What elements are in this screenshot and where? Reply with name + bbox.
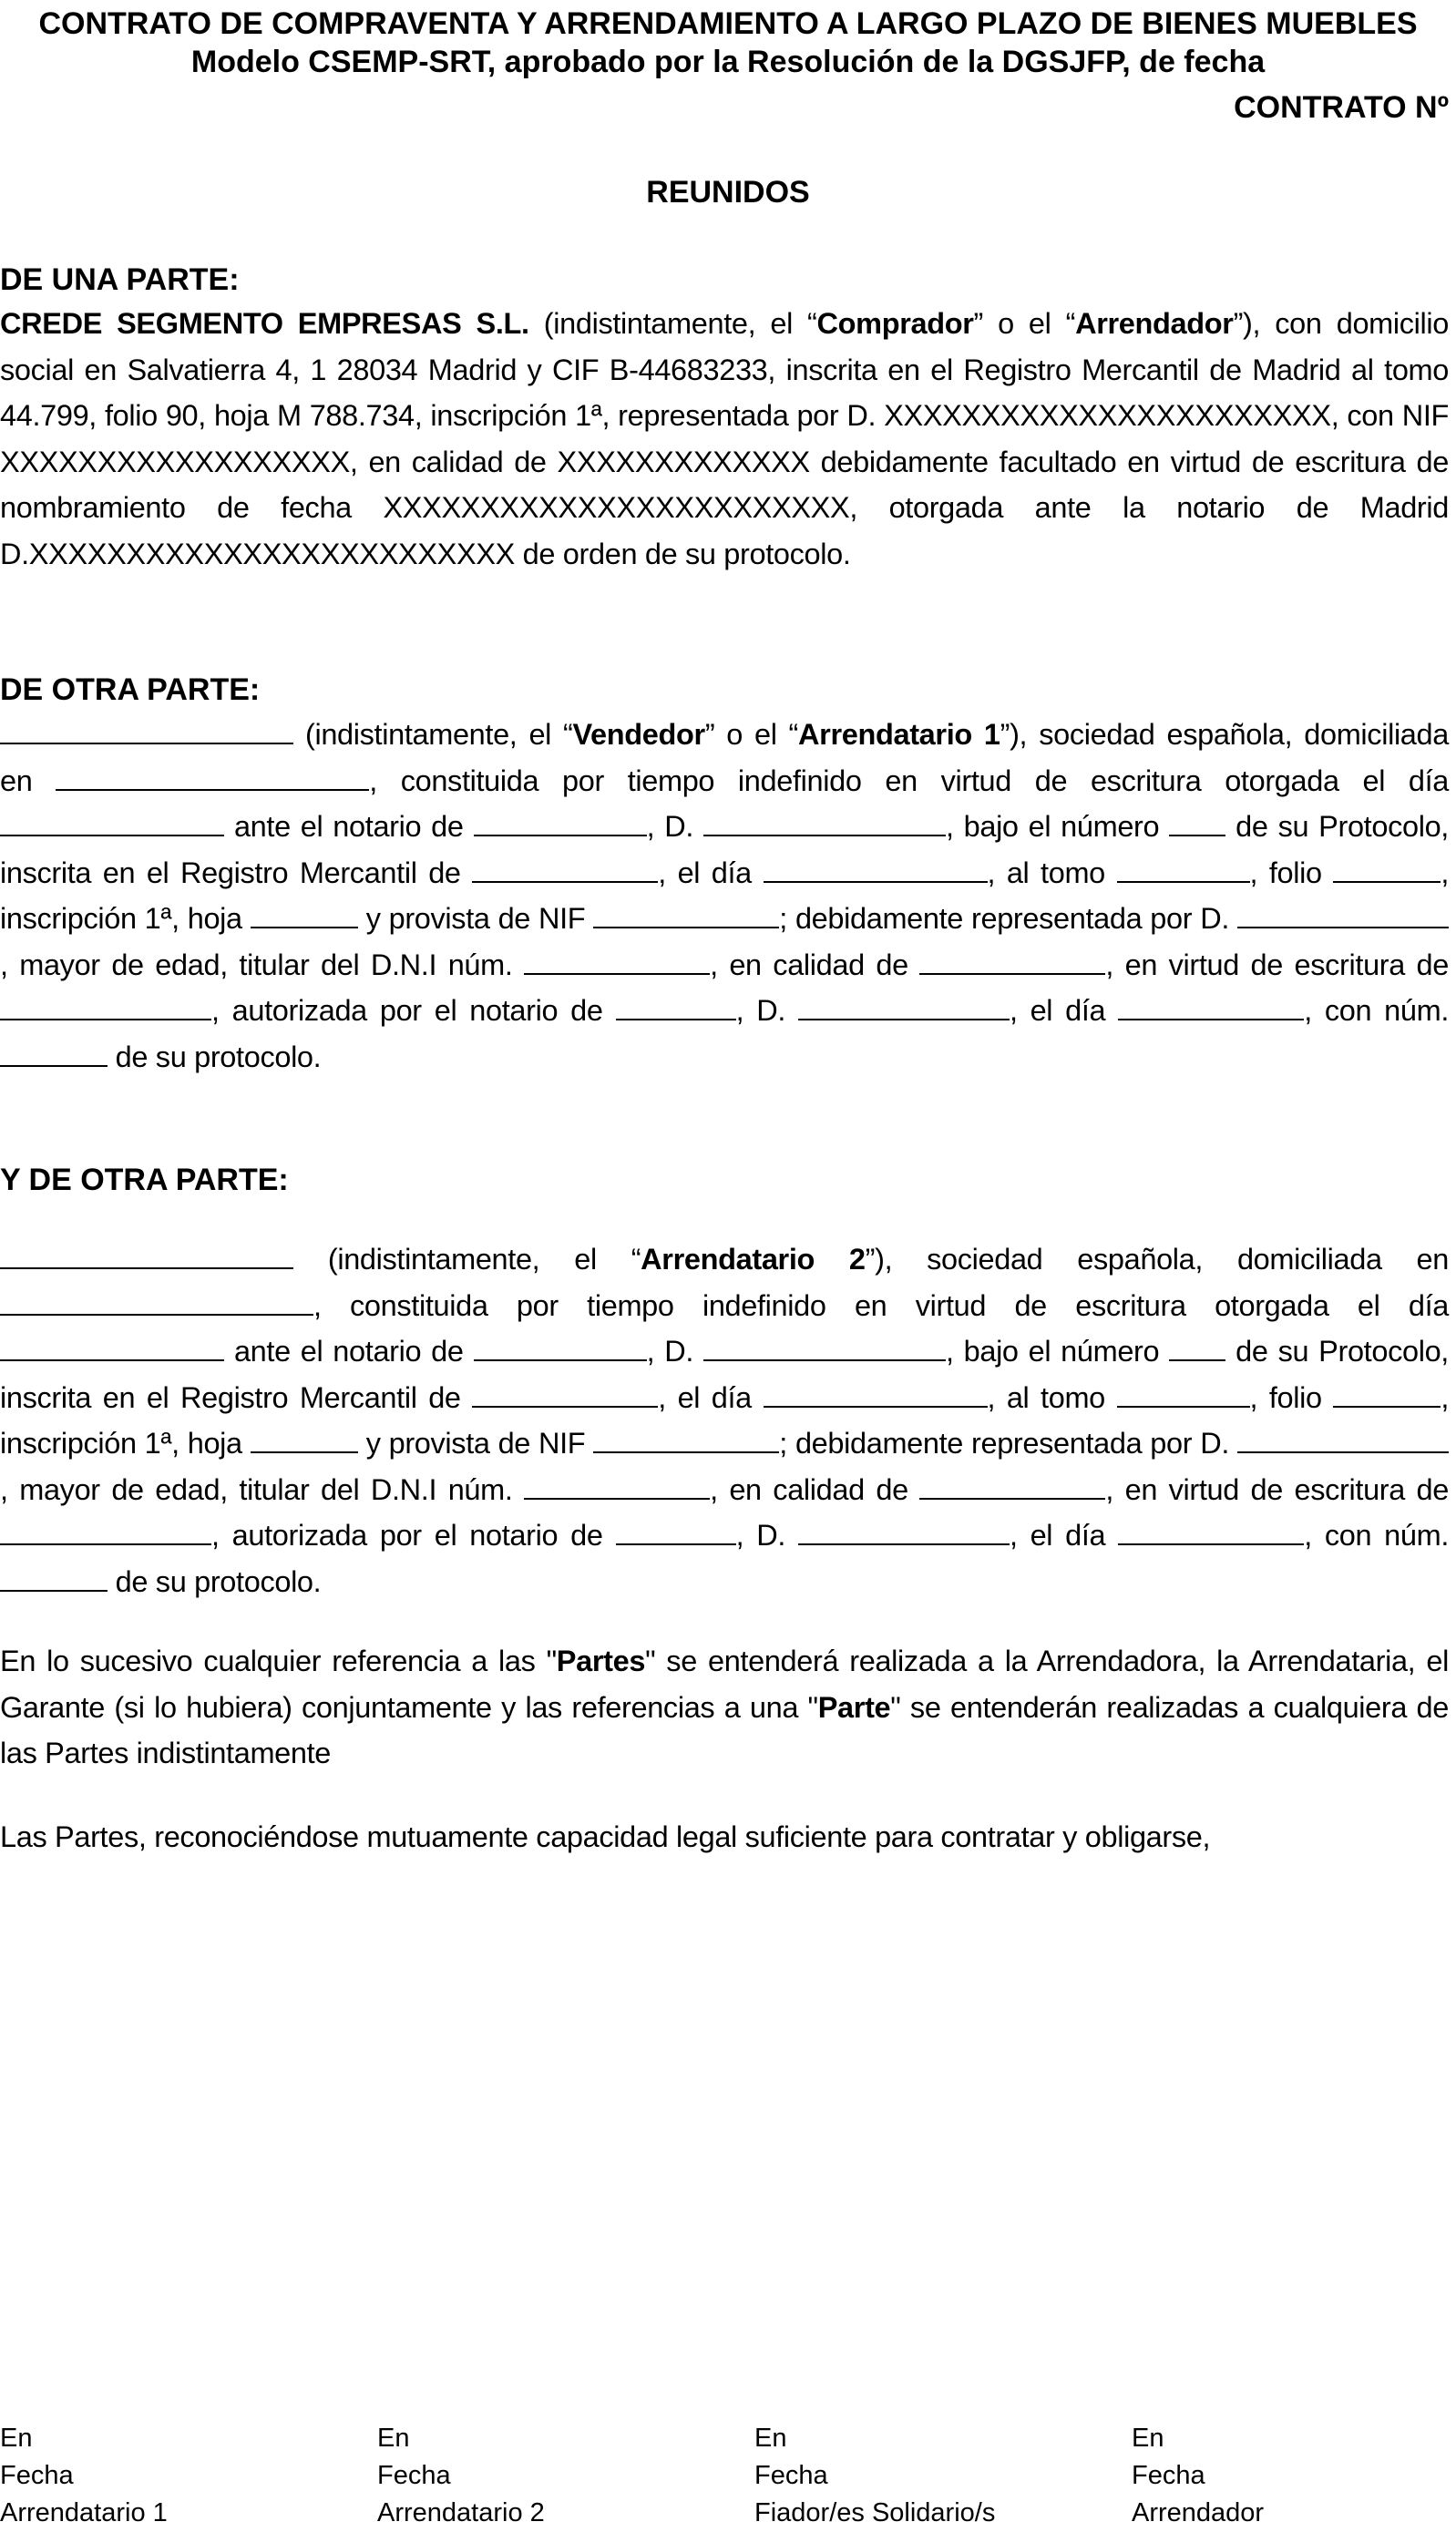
party2-tomo-blank[interactable] bbox=[1117, 856, 1250, 883]
party3-paragraph bbox=[0, 1236, 1449, 1604]
signature-block-fiadores bbox=[754, 2420, 995, 2532]
party3-text: , bajo el número bbox=[945, 1335, 1170, 1368]
definitions-term-partes: Partes bbox=[556, 1645, 646, 1677]
document-title: CONTRATO DE COMPRAVENTA Y ARRENDAMIENTO A LARGO PLAZO DE BIENES MUEBLES bbox=[38, 6, 1418, 41]
party3-text: , en virtud de escritura de bbox=[1105, 1472, 1450, 1506]
party3-text: , inscripción 1ª, hoja bbox=[0, 1380, 1449, 1460]
party3-domicile-blank[interactable] bbox=[0, 1288, 313, 1316]
party2-role-arrendatario1: Arrendatario 1 bbox=[798, 718, 1000, 751]
party2-text: , folio bbox=[1249, 856, 1334, 889]
signature-date-label: Fecha bbox=[1132, 2461, 1205, 2490]
party3-text: , D. bbox=[735, 1519, 798, 1552]
signature-place-label: En bbox=[754, 2424, 787, 2453]
party3-notary-city-blank[interactable] bbox=[474, 1334, 647, 1361]
party1-text: (indistintamente, el “ bbox=[528, 307, 817, 340]
party3-text: , al tomo bbox=[987, 1380, 1117, 1414]
party2-registry-blank[interactable] bbox=[472, 856, 658, 883]
document-subtitle: Modelo CSEMP-SRT, aprobado por la Resolución de la DGSJFP, de fecha bbox=[190, 45, 1266, 79]
signature-place-label: En bbox=[0, 2424, 33, 2453]
party2-text: , el día bbox=[658, 856, 764, 889]
definitions-paragraph bbox=[0, 1638, 1449, 1777]
party2-text: , el día bbox=[1009, 994, 1119, 1027]
party2-text: ” o el “ bbox=[704, 718, 799, 751]
party3-deed-date-blank[interactable] bbox=[0, 1334, 224, 1361]
party1-role-arrendador: Arrendador bbox=[1075, 307, 1234, 340]
party3-authorizing-notary-name-blank[interactable] bbox=[798, 1518, 1010, 1545]
party2-text: (indistintamente, el “ bbox=[293, 718, 573, 751]
signature-place-label: En bbox=[377, 2424, 410, 2453]
party3-text: y provista de NIF bbox=[357, 1427, 594, 1460]
signature-footer bbox=[0, 2420, 1456, 2529]
party1-heading: DE UNA PARTE: bbox=[0, 262, 240, 297]
party3-name-blank[interactable] bbox=[0, 1242, 293, 1269]
party3-registry-date-blank[interactable] bbox=[764, 1380, 988, 1408]
party3-tomo-blank[interactable] bbox=[1117, 1380, 1250, 1408]
party3-registry-blank[interactable] bbox=[472, 1380, 658, 1408]
party3-text: de su protocolo. bbox=[108, 1564, 322, 1598]
party3-text: de su Protocolo, inscrita en el Registro Mercantil de bbox=[0, 1335, 1449, 1414]
party3-text: , con núm. bbox=[1304, 1519, 1450, 1552]
party2-text: , inscripción 1ª, hoja bbox=[0, 856, 1449, 935]
party2-text: , en virtud de escritura de bbox=[1105, 948, 1450, 981]
party2-protocol-blank[interactable] bbox=[0, 1040, 108, 1067]
party2-deed-type-blank[interactable] bbox=[0, 993, 211, 1020]
signature-date-label: Fecha bbox=[754, 2461, 828, 2490]
party2-text: de su Protocolo, inscrita en el Registro Mercantil de bbox=[0, 810, 1449, 889]
party3-text: , en calidad de bbox=[710, 1472, 920, 1506]
party3-representative-blank[interactable] bbox=[1237, 1426, 1449, 1453]
party2-text: , constituida por tiempo indefinido en virtud de escritura otorgada el día bbox=[369, 764, 1449, 797]
party2-heading: DE OTRA PARTE: bbox=[0, 672, 261, 707]
party2-registry-date-blank[interactable] bbox=[764, 856, 988, 883]
party2-authorizing-notary-name-blank[interactable] bbox=[798, 993, 1010, 1020]
party3-text: , el día bbox=[658, 1380, 764, 1414]
party2-text: ante el notario de bbox=[224, 810, 474, 843]
party3-protocol-blank[interactable] bbox=[0, 1564, 108, 1592]
party1-company: CREDE SEGMENTO EMPRESAS S.L. bbox=[0, 307, 529, 340]
party2-paragraph bbox=[0, 712, 1449, 1080]
party3-text: ante el notario de bbox=[224, 1335, 474, 1368]
party2-deed-date-blank[interactable] bbox=[0, 809, 224, 836]
signature-block-arrendatario2 bbox=[377, 2420, 545, 2532]
reunidos-heading: REUNIDOS bbox=[646, 175, 810, 210]
party3-protocol-number-blank[interactable] bbox=[1169, 1334, 1225, 1361]
party3-text: , D. bbox=[646, 1335, 703, 1368]
signature-date-label: Fecha bbox=[0, 2461, 74, 2490]
definitions-term-parte: Parte bbox=[817, 1690, 891, 1724]
capacity-paragraph: Las Partes, reconociéndose mutuamente capacidad legal suficiente para contratar y obligarse, bbox=[0, 1820, 1211, 1853]
party1-role-comprador: Comprador bbox=[816, 307, 974, 340]
party2-domicile-blank[interactable] bbox=[56, 764, 369, 791]
party2-authorization-date-blank[interactable] bbox=[1118, 993, 1304, 1020]
party3-authorization-date-blank[interactable] bbox=[1118, 1518, 1304, 1545]
party2-text: , autorizada por el notario de bbox=[211, 994, 616, 1027]
party2-text: , D. bbox=[735, 994, 798, 1027]
definitions-text: " se entenderán realizadas a cualquiera de las Partes indistintamente bbox=[0, 1690, 1449, 1769]
party2-notary-name-blank[interactable] bbox=[703, 809, 946, 836]
party3-text: , el día bbox=[1009, 1519, 1119, 1552]
party2-text: , al tomo bbox=[987, 856, 1117, 889]
definitions-text: En lo sucesivo cualquier referencia a las " bbox=[0, 1645, 557, 1677]
party3-text: , autorizada por el notario de bbox=[211, 1519, 616, 1552]
party3-text: (indistintamente, el “ bbox=[293, 1243, 641, 1276]
party2-hoja-blank[interactable] bbox=[251, 901, 358, 928]
party3-heading: Y DE OTRA PARTE: bbox=[0, 1163, 289, 1197]
party2-authorizing-notary-blank[interactable] bbox=[616, 993, 736, 1020]
party3-deed-type-blank[interactable] bbox=[0, 1518, 211, 1545]
signature-date-label: Fecha bbox=[377, 2461, 451, 2490]
party2-text: , en calidad de bbox=[710, 948, 920, 981]
party2-protocol-number-blank[interactable] bbox=[1169, 809, 1225, 836]
party3-authorizing-notary-blank[interactable] bbox=[616, 1518, 736, 1545]
party2-text: ”), sociedad española, domiciliada en bbox=[0, 718, 1449, 797]
party3-dni-blank[interactable] bbox=[524, 1472, 710, 1500]
signature-role-label: Fiador/es Solidario/s bbox=[754, 2498, 996, 2527]
party3-notary-name-blank[interactable] bbox=[703, 1334, 946, 1361]
signature-role-label: Arrendatario 2 bbox=[377, 2498, 545, 2527]
party2-name-blank[interactable] bbox=[0, 717, 293, 744]
party3-capacity-blank[interactable] bbox=[919, 1472, 1105, 1500]
party2-folio-blank[interactable] bbox=[1333, 856, 1441, 883]
party3-folio-blank[interactable] bbox=[1333, 1380, 1441, 1408]
party1-text: ”), con domicilio social en Salvatierra 4, 1 28034 Madrid y CIF B-44683233, inscrita en el Registro Mercantil de Madrid al tomo 44.799, folio 90, hoja M 788.734, inscripción 1ª, representada por D. XXXXXXXXXXXXXXXXXXXXXXX, con NIF XXXXXXXXXXXXXXXXXX, en calidad de XXXXXXXXXXXXX debidamente facultado en virtud de escritura de nombramiento de fecha XXXXXXXXXXXXXXXXXXXXXXXX, otorgada ante la notario de Madrid D.XXXXXXXXXXXXXXXXXXXXXXXXX de orden de su protocolo. bbox=[0, 307, 1449, 570]
party3-hoja-blank[interactable] bbox=[251, 1426, 358, 1453]
party2-text: , D. bbox=[646, 810, 703, 843]
party3-text: ”), sociedad española, domiciliada en bbox=[865, 1243, 1449, 1276]
party3-text: , folio bbox=[1249, 1380, 1334, 1414]
party2-text: , con núm. bbox=[1304, 994, 1450, 1027]
party3-text: , constituida por tiempo indefinido en virtud de escritura otorgada el día bbox=[313, 1288, 1449, 1322]
party2-capacity-blank[interactable] bbox=[919, 948, 1105, 975]
signature-block-arrendador bbox=[1132, 2420, 1264, 2532]
party2-text: y provista de NIF bbox=[357, 902, 594, 935]
party3-nif-blank[interactable] bbox=[593, 1426, 779, 1453]
party2-representative-blank[interactable] bbox=[1237, 901, 1449, 928]
party3-role-arrendatario2: Arrendatario 2 bbox=[641, 1243, 866, 1276]
party3-text: ; debidamente representada por D. bbox=[779, 1427, 1237, 1460]
party2-nif-blank[interactable] bbox=[593, 901, 779, 928]
definitions-text: " se entenderá realizada a la Arrendadora, la Arrendataria, el Garante (si lo hubiera) conjuntamente y las referencias a una " bbox=[0, 1645, 1449, 1724]
party2-dni-blank[interactable] bbox=[524, 948, 710, 975]
party1-paragraph bbox=[0, 301, 1449, 577]
party2-text: , bajo el número bbox=[945, 810, 1170, 843]
signature-role-label: Arrendatario 1 bbox=[0, 2498, 168, 2527]
party2-role-vendedor: Vendedor bbox=[572, 718, 705, 751]
signature-place-label: En bbox=[1132, 2424, 1164, 2453]
party2-text: , mayor de edad, titular del D.N.I núm. bbox=[0, 948, 525, 981]
contract-number-label: CONTRATO Nº bbox=[1234, 90, 1449, 125]
signature-block-arrendatario1 bbox=[0, 2420, 168, 2532]
party2-notary-city-blank[interactable] bbox=[474, 809, 647, 836]
party2-text: ; debidamente representada por D. bbox=[779, 902, 1237, 935]
signature-role-label: Arrendador bbox=[1132, 2498, 1265, 2527]
party2-text: de su protocolo. bbox=[108, 1040, 322, 1073]
party1-text: ” o el “ bbox=[973, 307, 1076, 340]
party3-text: , mayor de edad, titular del D.N.I núm. bbox=[0, 1472, 525, 1506]
